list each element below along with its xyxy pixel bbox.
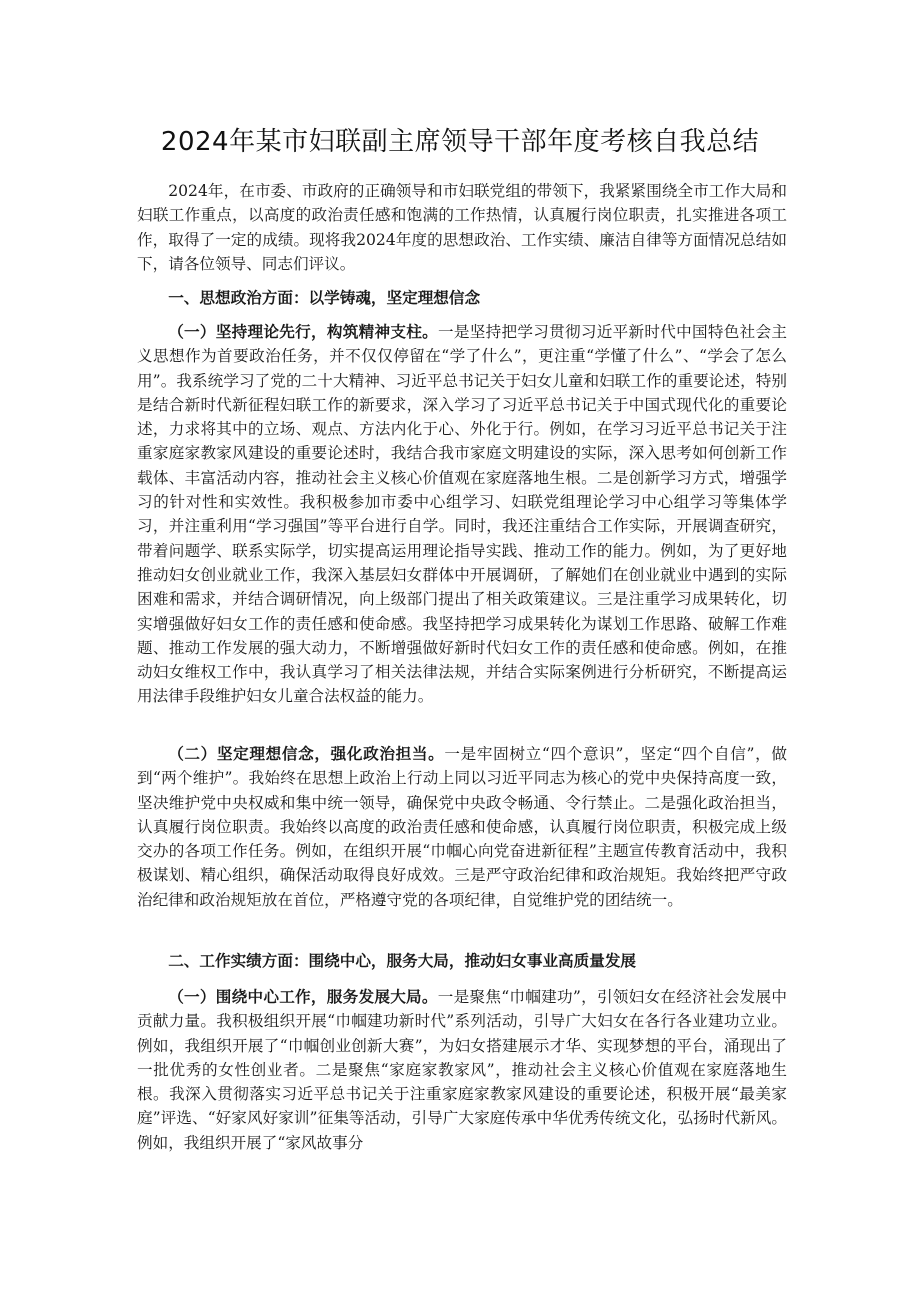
- intro-paragraph: 2024年，在市委、市政府的正确领导和市妇联党组的带领下，我紧紧围绕全市工作大局和妇联工作重点，以高度的政治责任感和饱满的工作热情，认真履行岗位职责，扎实推进各项工作，取得了一定的成绩。现将我2024年度的思想政治、工作实绩、廉洁自律等方面情况总结如下，请各位领导、同志们评议。: [137, 182, 787, 273]
- section-2-paragraph-1: [137, 985, 787, 1155]
- section-1-paragraph-2-lead: （二）坚定理想信念，强化政治担当。: [168, 745, 445, 763]
- section-2-paragraph-1-lead: （一）围绕中心工作，服务发展大局。: [168, 988, 438, 1006]
- section-1-paragraph-1-text: 一是坚持把学习贯彻习近平新时代中国特色社会主义思想作为首要政治任务，并不仅仅停留在“学了什么”，更注重“学懂了什么”、“学会了怎么用”。我系统学习了党的二十大精神、习近平总书记关于妇女儿童和妇联工作的重要论述，特别是结合新时代新征程妇联工作的新要求，深入学习了习近平总书记关于中国式现代化的重要论述，力求将其中的立场、观点、方法内化于心、外化于行。例如，在学习习近平总书记关于注重家庭家教家风建设的重要论述时，我结合我市家庭文明建设的实际，深入思考如何创新工作载体、丰富活动内容，推动社会主义核心价值观在家庭落地生根。二是创新学习方式，增强学习的针对性和实效性。我积极参加市委中心组学习、妇联党组理论学习中心组学习等集体学习，并注重利用“学习强国”等平台进行自学。同时，我还注重结合工作实际，开展调查研究，带着问题学、联系实际学，切实提高运用理论指导实践、推动工作的能力。例如，为了更好地推动妇女创业就业工作，我深入基层妇女群体中开展调研，了解她们在创业就业中遇到的实际困难和需求，并结合调研情况，向上级部门提出了相关政策建议。三是注重学习成果转化，切实增强做好妇女工作的责任感和使命感。我坚持把学习成果转化为谋划工作思路、破解工作难题、推动工作发展的强大动力，不断增强做好新时代妇女工作的责任感和使命感。例如，在推动妇女维权工作中，我认真学习了相关法律法规，并结合实际案例进行分析研究，不断提高运用法律手段维护妇女儿童合法权益的能力。: [137, 323, 787, 706]
- section-1-paragraph-2: [137, 742, 787, 912]
- section-1-heading: 一、思想政治方面：以学铸魂，坚定理想信念: [168, 289, 481, 307]
- section-1-paragraph-2-text: 一是牢固树立“四个意识”，坚定“四个自信”，做到“两个维护”。我始终在思想上政治上行动上同以习近平同志为核心的党中央保持高度一致，坚决维护党中央权威和集中统一领导，确保党中央政令畅通、令行禁止。二是强化政治担当，认真履行岗位职责。我始终以高度的政治责任感和使命感，认真履行岗位职责，积极完成上级交办的各项工作任务。例如，在组织开展“巾帼心向党奋进新征程”主题宣传教育活动中，我积极谋划、精心组织，确保活动取得良好成效。三是严守政治纪律和政治规矩。我始终把严守政治纪律和政治规矩放在首位，严格遵守党的各项纪律，自觉维护党的团结统一。: [137, 745, 787, 909]
- section-1-paragraph-1: [137, 320, 787, 709]
- page-title: 2024年某市妇联副主席领导干部年度考核自我总结: [160, 127, 760, 157]
- section-2-heading: 二、工作实绩方面：围绕中心，服务大局，推动妇女事业高质量发展: [168, 952, 637, 970]
- section-2-paragraph-1-text: 一是聚焦“巾帼建功”，引领妇女在经济社会发展中贡献力量。我积极组织开展“巾帼建功新时代”系列活动，引导广大妇女在各行各业建功立业。例如，我组织开展了“巾帼创业创新大赛”，为妇女搭建展示才华、实现梦想的平台，涌现出了一批优秀的女性创业者。二是聚焦“家庭家教家风”，推动社会主义核心价值观在家庭落地生根。我深入贯彻落实习近平总书记关于注重家庭家教家风建设的重要论述，积极开展“最美家庭”评选、“好家风好家训”征集等活动，引导广大家庭传承中华优秀传统文化，弘扬时代新风。例如，我组织开展了“家风故事分: [137, 988, 787, 1152]
- section-1-paragraph-1-lead: （一）坚持理论先行，构筑精神支柱。: [168, 323, 439, 341]
